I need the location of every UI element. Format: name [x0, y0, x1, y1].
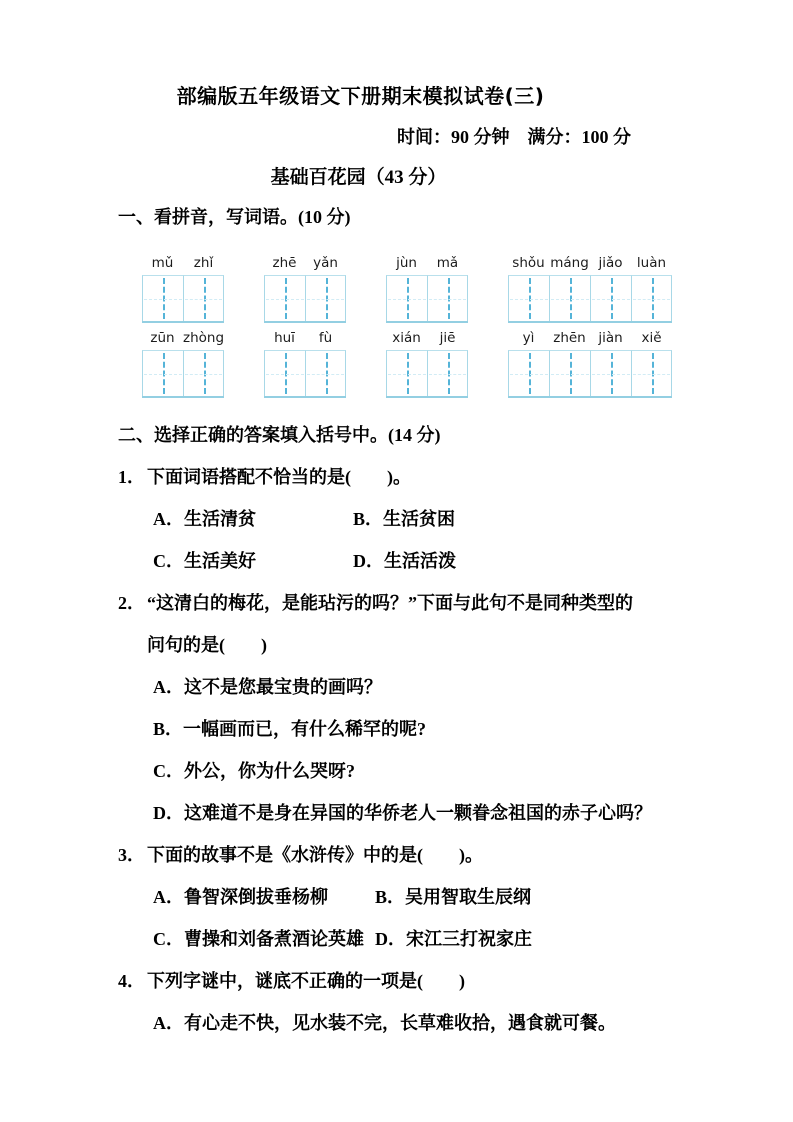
writing-cell [590, 275, 631, 321]
horizontal-guide [388, 374, 426, 375]
question-1 [118, 456, 675, 582]
writing-cell [427, 275, 468, 321]
pinyin-syllable: zhòng [183, 330, 225, 346]
pinyin-syllable: mǔ [151, 255, 174, 271]
pinyin-syllable: fù [318, 330, 333, 346]
horizontal-guide [307, 299, 344, 300]
pinyin-group [264, 254, 346, 323]
writing-cell [631, 275, 672, 321]
part2-heading: 二、选择正确的答案填入括号中。(14 分) [118, 425, 441, 445]
horizontal-guide [592, 299, 630, 300]
question-number: 3． [118, 845, 145, 865]
writing-cell [142, 350, 183, 396]
pinyin-writing-area [142, 254, 675, 398]
option-b: B．一幅画而已，有什么稀罕的呢? [153, 719, 427, 739]
writing-cell [386, 350, 427, 396]
horizontal-guide [510, 374, 548, 375]
question-4 [118, 960, 675, 1044]
question-number: 4． [118, 971, 145, 991]
horizontal-guide [266, 299, 304, 300]
writing-cell [427, 350, 468, 396]
pinyin-syllable: jùn [396, 255, 417, 271]
pinyin-syllable: yì [522, 330, 535, 346]
pinyin-syllable: xiě [641, 330, 662, 346]
pinyin-syllable: zhǐ [193, 255, 214, 271]
question-text: “这清白的梅花，是能玷污的吗？”下面与此句不是同种类型的 [147, 593, 633, 613]
writing-cell [305, 275, 346, 321]
question-3 [118, 834, 675, 960]
pinyin-syllable: xián [392, 330, 421, 346]
writing-cell [183, 275, 224, 321]
part2-section [118, 414, 675, 1044]
question-text: 下列字谜中，谜底不正确的一项是( ) [147, 971, 465, 991]
horizontal-guide [185, 374, 222, 375]
writing-cell [508, 350, 549, 396]
pinyin-syllable: shǒu [512, 255, 545, 271]
horizontal-guide [429, 374, 466, 375]
section-banner: 基础百花园（43 分） [270, 167, 447, 188]
question-text: 下面的故事不是《水浒传》中的是( )。 [147, 845, 483, 865]
pinyin-group [264, 329, 346, 398]
horizontal-guide [633, 374, 670, 375]
writing-cell [264, 275, 305, 321]
horizontal-guide [551, 299, 589, 300]
option-c: C．外公，你为什么哭呀? [153, 761, 355, 781]
pinyin-group [386, 329, 468, 398]
question-2 [118, 582, 675, 834]
question-number: 2． [118, 593, 145, 613]
question-text: 下面词语搭配不恰当的是( )。 [147, 467, 411, 487]
horizontal-guide [551, 374, 589, 375]
horizontal-guide [307, 374, 344, 375]
pinyin-row [142, 329, 675, 398]
option-a: A．这不是您最宝贵的画吗？ [153, 677, 382, 697]
option-c: C．生活美好 [153, 551, 256, 571]
question-text: 问句的是( ) [147, 635, 267, 655]
pinyin-syllable: huī [274, 330, 295, 346]
pinyin-group [386, 254, 468, 323]
horizontal-guide [592, 374, 630, 375]
writing-cell [264, 350, 305, 396]
page-title: 部编版五年级语文下册期末模拟试卷(三) [176, 84, 545, 108]
part1-heading: 一、看拼音，写词语。(10 分) [118, 207, 351, 227]
pinyin-syllable: zhē [272, 255, 297, 271]
question-number: 1． [118, 467, 145, 487]
writing-cell [386, 275, 427, 321]
writing-cell [590, 350, 631, 396]
option-d: D．宋江三打祝家庄 [375, 929, 532, 949]
option-b: B．生活贫困 [353, 509, 456, 529]
pinyin-syllable: jiàn [598, 330, 623, 346]
option-a: A．有心走不快，见水装不完，长草难收拾，遇食就可餐。 [153, 1013, 616, 1033]
pinyin-syllable: jiē [439, 330, 456, 346]
pinyin-group [142, 254, 224, 323]
writing-cell [183, 350, 224, 396]
pinyin-syllable: luàn [636, 255, 667, 271]
option-b: B．吴用智取生辰纲 [375, 887, 532, 907]
horizontal-guide [185, 299, 222, 300]
pinyin-group [508, 254, 672, 323]
horizontal-guide [266, 374, 304, 375]
pinyin-syllable: zhēn [553, 330, 586, 346]
option-a: A．生活清贫 [153, 509, 256, 529]
horizontal-guide [144, 374, 182, 375]
option-a: A．鲁智深倒拔垂杨柳 [153, 887, 328, 907]
writing-cell [549, 350, 590, 396]
pinyin-syllable: mǎ [436, 255, 459, 271]
writing-cell [305, 350, 346, 396]
pinyin-syllable: zūn [150, 330, 175, 346]
horizontal-guide [429, 299, 466, 300]
writing-cell [508, 275, 549, 321]
pinyin-syllable: jiǎo [598, 255, 623, 271]
pinyin-group [508, 329, 672, 398]
exam-meta: 时间：90 分钟 满分：100 分 [397, 127, 631, 147]
pinyin-syllable: yǎn [313, 255, 338, 271]
option-d: D．生活活泼 [353, 551, 456, 571]
horizontal-guide [633, 299, 670, 300]
writing-cell [631, 350, 672, 396]
horizontal-guide [388, 299, 426, 300]
horizontal-guide [510, 299, 548, 300]
pinyin-group [142, 329, 224, 398]
option-d: D．这难道不是身在异国的华侨老人一颗眷念祖国的赤子心吗？ [153, 803, 652, 823]
pinyin-row [142, 254, 675, 323]
option-c: C．曹操和刘备煮酒论英雄 [153, 929, 364, 949]
writing-cell [549, 275, 590, 321]
pinyin-syllable: máng [550, 255, 589, 271]
horizontal-guide [144, 299, 182, 300]
writing-cell [142, 275, 183, 321]
